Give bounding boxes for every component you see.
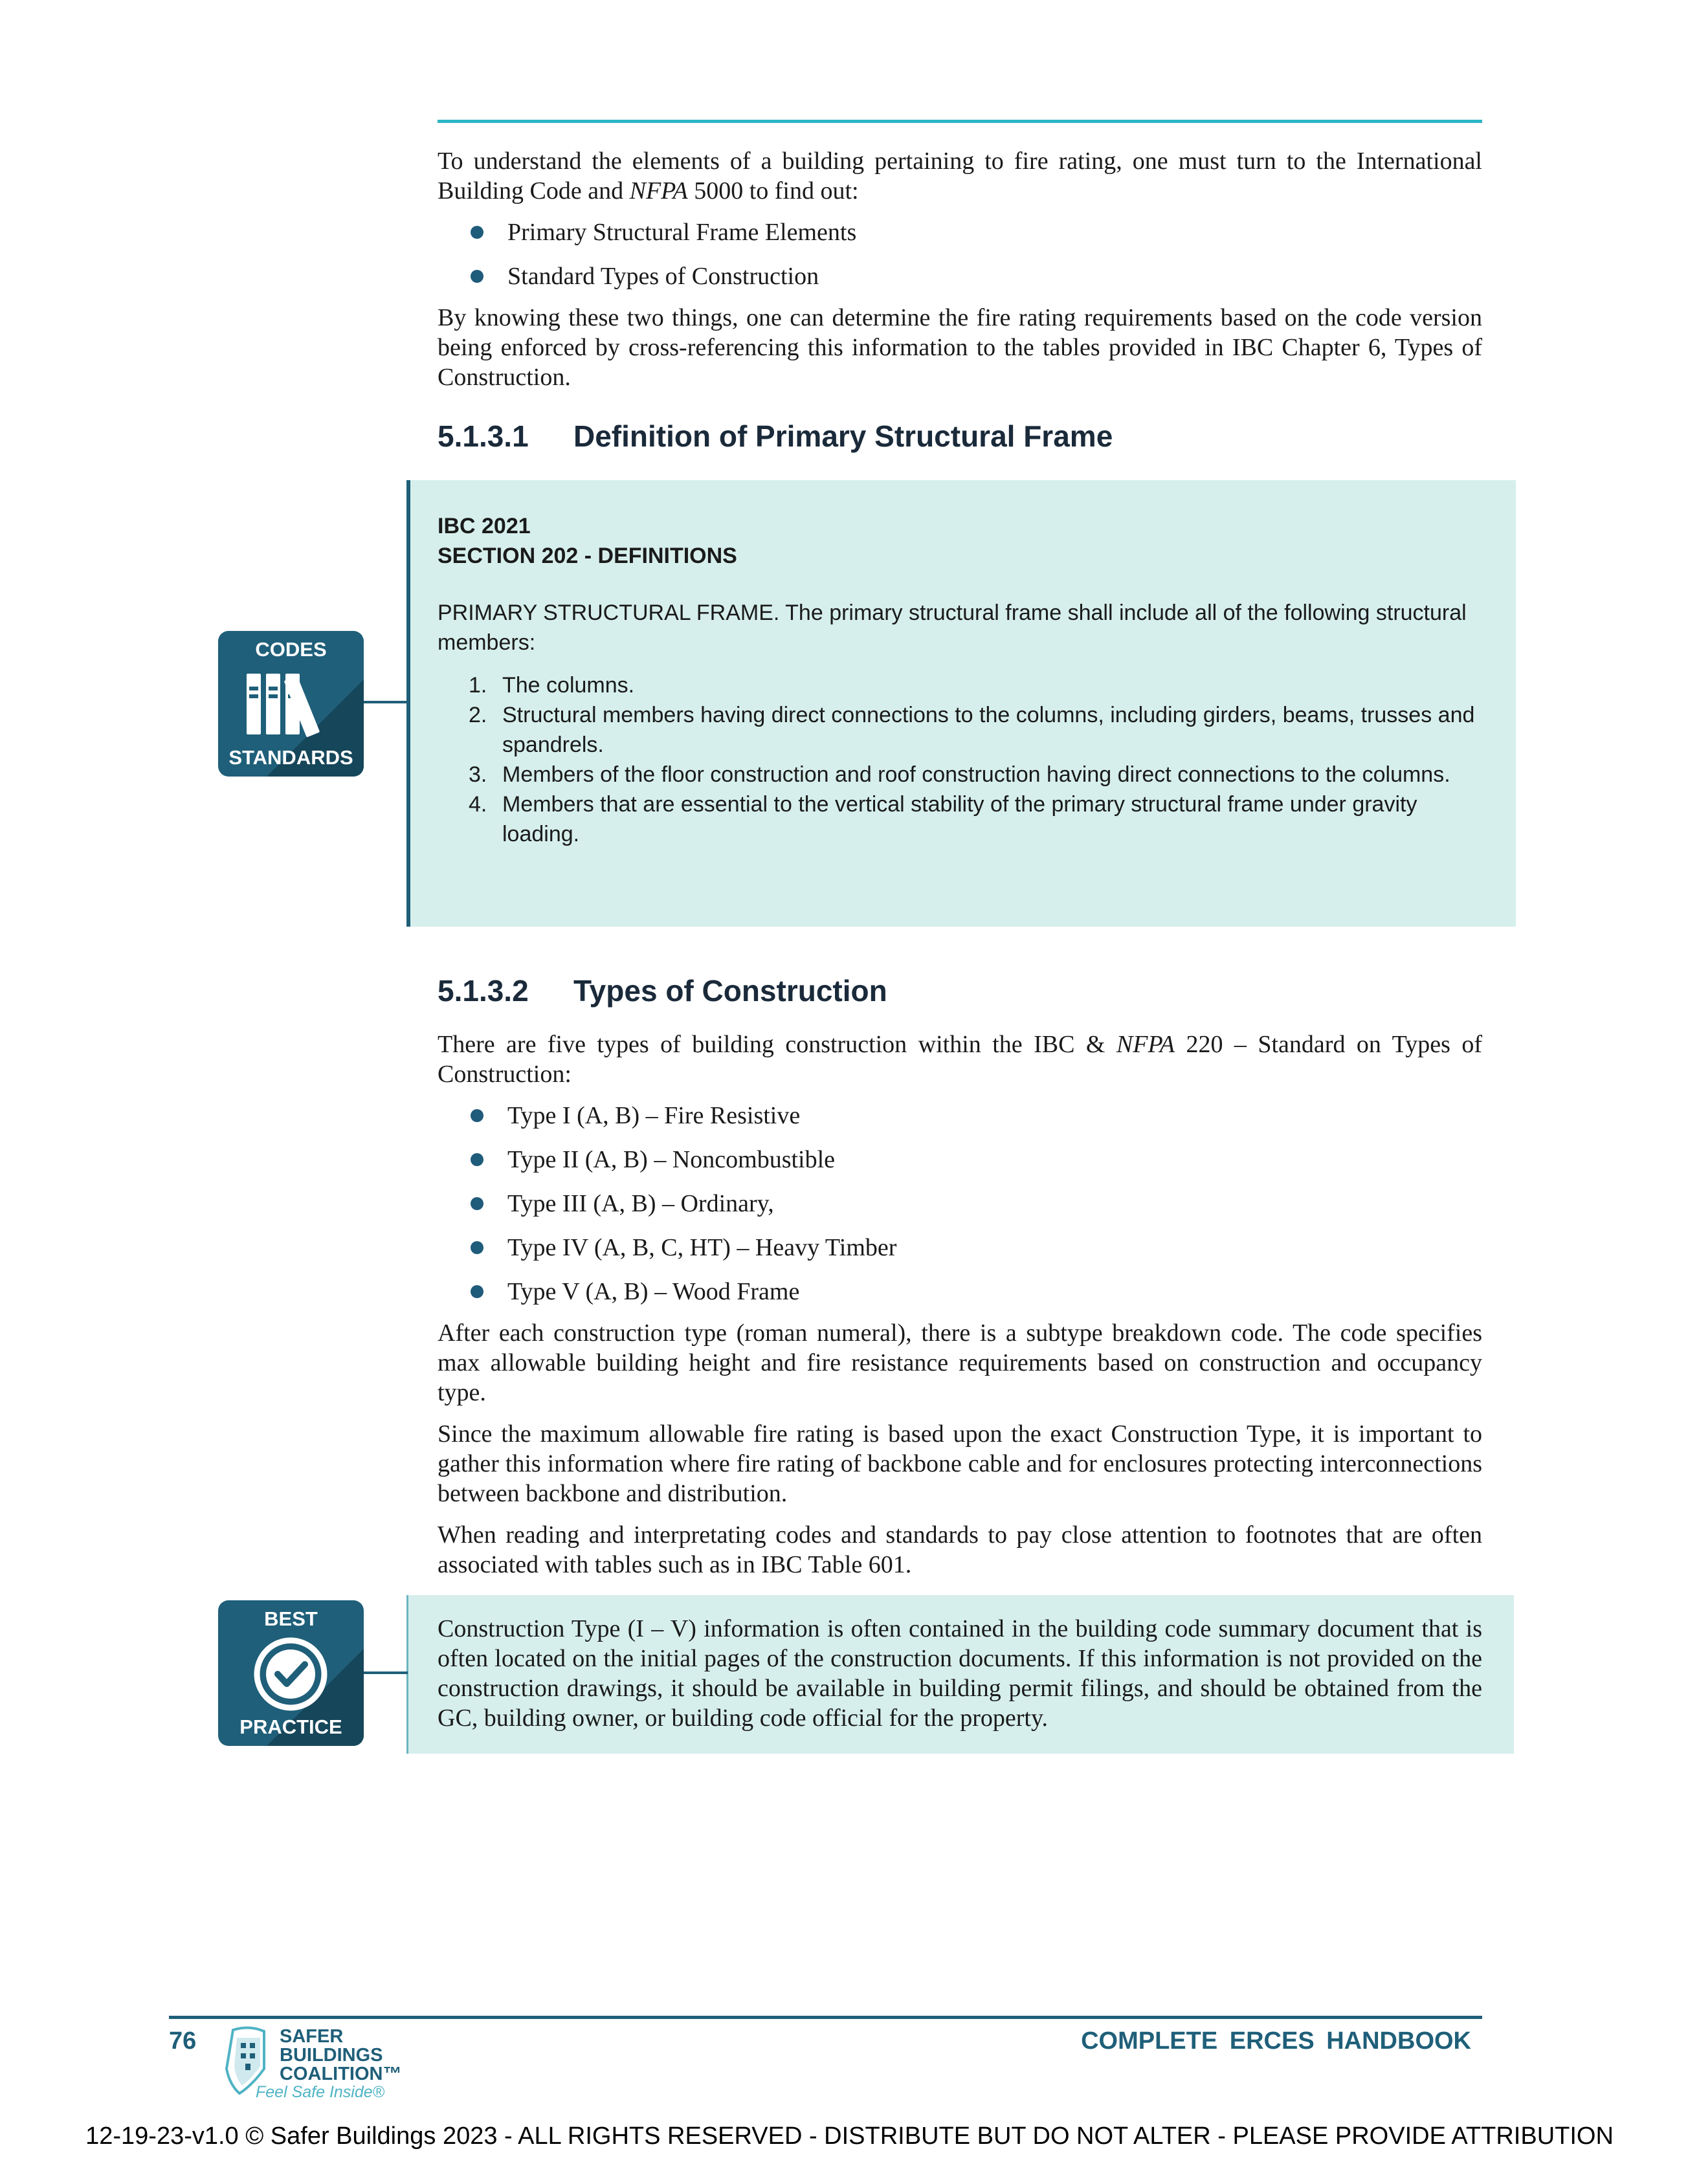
- page-number: 76: [169, 2027, 197, 2055]
- checkmark-icon: [218, 1637, 364, 1711]
- code-edition: IBC 2021: [438, 514, 531, 538]
- books-icon: [218, 667, 364, 742]
- types-intro-paragraph: There are five types of building construction within the IBC & NFPA 220 – Standard on Types of Construction:: [438, 1031, 1482, 1088]
- code-definition: PRIMARY STRUCTURAL FRAME. The primary structural frame shall include all of the following structural members:: [438, 601, 1467, 655]
- list-item: Type IV (A, B, C, HT) – Heavy Timber: [438, 1233, 1482, 1277]
- list-item: Type III (A, B) – Ordinary,: [438, 1189, 1482, 1233]
- bullet-dot: [471, 1153, 483, 1166]
- bullet-dot: [471, 1285, 483, 1298]
- handbook-title: COMPLETE ERCES HANDBOOK: [1081, 2027, 1471, 2055]
- construction-types-list: [438, 1101, 1482, 1321]
- fire-rating-paragraph: Since the maximum allowable fire rating is based upon the exact Construction Type, it is important to gather this information where fire rating of backbone cable and for enclosures protecting interconnections between backbone and distribution.: [438, 1420, 1482, 1507]
- list-item: 3. Members of the floor construction and roof construction having direct connections to the columns.: [469, 762, 1450, 787]
- best-practice-badge: BEST PRACTICE: [218, 1600, 364, 1746]
- list-item: Standard Types of Construction: [438, 261, 1482, 305]
- bullet-dot: [471, 1241, 483, 1254]
- best-practice-text: Construction Type (I – V) information is often contained in the building code summary document that is often located on the initial pages of the construction documents. If this information is not provided on the construction drawings, it should be available in building permit filings, and should be obtained from the GC, building owner, or building code official for the property.: [438, 1615, 1482, 1732]
- footer-rule: [169, 2016, 1482, 2019]
- bullet-dot: [471, 226, 483, 239]
- copyright-notice: 12-19-23-v1.0 © Safer Buildings 2023 - ALL RIGHTS RESERVED - DISTRIBUTE BUT DO NOT ALTER - PLEASE PROVIDE ATTRIBUTION: [85, 2123, 1614, 2150]
- best-practice-text-block: [438, 1614, 1482, 1733]
- codes-standards-badge: CODES STANDARDS: [218, 631, 364, 777]
- bullet-dot: [471, 270, 483, 283]
- callout-connector: [362, 1671, 408, 1674]
- bullet-dot: [471, 1109, 483, 1122]
- list-item: Type II (A, B) – Noncombustible: [438, 1145, 1482, 1189]
- list-item: Type I (A, B) – Fire Resistive: [438, 1101, 1482, 1145]
- intro-followup-paragraph: By knowing these two things, one can determine the fire rating requirements based on the code version being enforced by cross-referencing this information to the tables provided in IBC Chapter 6, Types of Construction.: [438, 304, 1482, 391]
- section-heading-5-1-3-1: 5.1.3.1 Definition of Primary Structural Frame: [438, 419, 1113, 453]
- bullet-dot: [471, 1197, 483, 1210]
- section-heading-5-1-3-2: 5.1.3.2 Types of Construction: [438, 974, 887, 1008]
- callout-connector: [362, 701, 408, 703]
- code-section: SECTION 202 - DEFINITIONS: [438, 544, 737, 568]
- list-item: 4. Members that are essential to the vertical stability of the primary structural frame under gravity loading.: [469, 792, 1417, 846]
- intro-section: [438, 146, 1482, 392]
- code-callout-text: [438, 511, 1486, 849]
- footnotes-paragraph: When reading and interpretating codes and standards to pay close attention to footnotes that are often associated with tables such as in IBC Table 601.: [438, 1521, 1482, 1578]
- types-section: [438, 1030, 1482, 1580]
- list-item: Type V (A, B) – Wood Frame: [438, 1277, 1482, 1321]
- list-item: Primary Structural Frame Elements: [438, 217, 1482, 261]
- intro-bullet-list: [438, 217, 1482, 305]
- logo-wordmark: SAFER BUILDINGS COALITION™: [280, 2026, 402, 2084]
- list-item: 2. Structural members having direct connections to the columns, including girders, beams, trusses and spandrels.: [469, 703, 1475, 757]
- code-numbered-list: [438, 670, 1486, 849]
- subtype-paragraph: After each construction type (roman numeral), there is a subtype breakdown code. The code specifies max allowable building height and fire resistance requirements based on construction and occupancy type.: [438, 1319, 1482, 1406]
- logo-tagline: Feel Safe Inside®: [256, 2083, 385, 2101]
- list-item: 1. The columns.: [469, 673, 635, 698]
- top-rule: [438, 120, 1482, 123]
- intro-paragraph: To understand the elements of a building pertaining to fire rating, one must turn to the International Building Code and NFPA 5000 to find out:: [438, 148, 1482, 204]
